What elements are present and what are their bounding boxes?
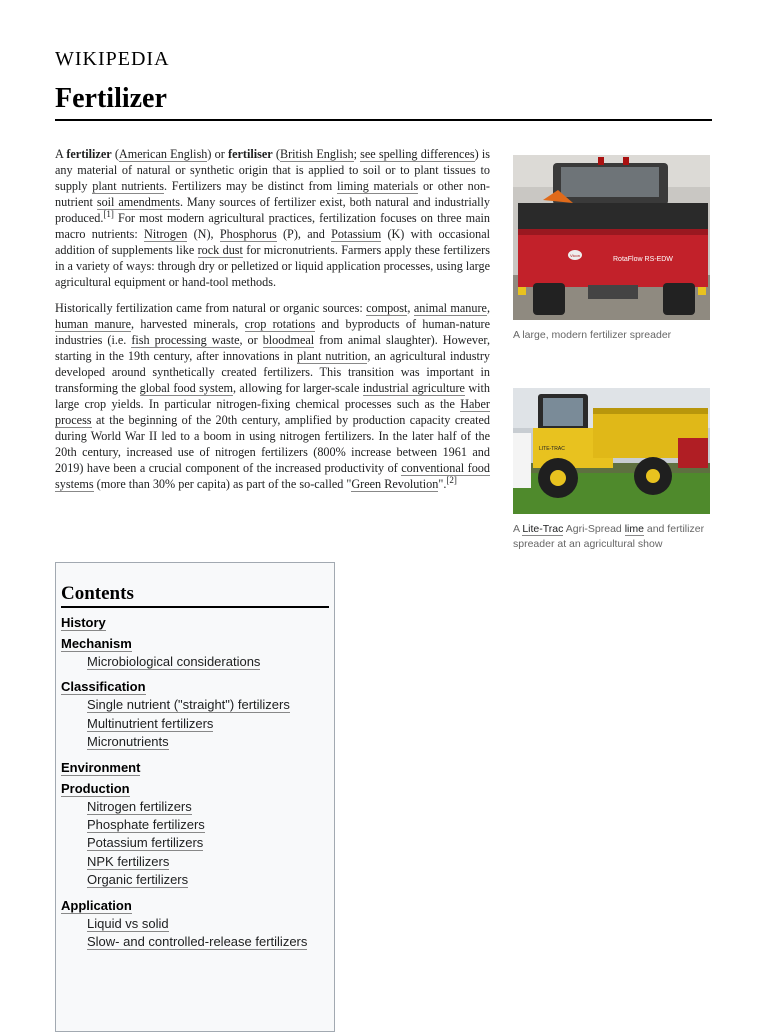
inline-link[interactable]: lime	[624, 523, 644, 535]
spreader-model-text: RotaFlow RS-EDW	[613, 256, 673, 263]
toc-section[interactable]	[61, 614, 329, 632]
inline-link[interactable]: compost	[366, 301, 408, 315]
toc-section[interactable]	[61, 678, 329, 696]
inline-link[interactable]: plant nutrients	[92, 179, 165, 193]
toc-title: Contents	[61, 583, 329, 608]
inline-link[interactable]: Nitrogen	[144, 227, 188, 241]
bold-term: fertilizer	[66, 147, 112, 161]
toc-link-label: Single nutrient ("straight") fertilizers	[87, 697, 290, 713]
figure-caption: A Lite-Trac Agri-Spread lime and fertilizer spreader at an agricultural show	[513, 523, 705, 550]
inline-link[interactable]: Phosphorus	[219, 227, 277, 241]
figure-fertilizer-spreader	[513, 155, 710, 343]
toc-link-label: Micronutrients	[87, 734, 169, 750]
toc-subsection[interactable]	[87, 733, 329, 751]
toc-subsection[interactable]	[87, 871, 329, 889]
toc-list	[61, 614, 329, 951]
toc-subsection[interactable]	[87, 915, 329, 933]
toc-subsection[interactable]	[87, 816, 329, 834]
toc-subsection[interactable]	[87, 715, 329, 733]
toc-link-label: Liquid vs solid	[87, 915, 169, 931]
toc-spacer	[61, 671, 329, 675]
inline-link[interactable]: liming materials	[336, 179, 419, 193]
toc-link-label: History	[61, 615, 106, 630]
lite-trac-image[interactable]	[513, 388, 710, 519]
toc-section[interactable]	[61, 759, 329, 777]
inline-link[interactable]: Green Revolution	[351, 477, 439, 491]
inline-link[interactable]: crop rotations	[244, 317, 316, 331]
title-divider	[55, 119, 712, 121]
lite-trac-brand-text: LITE-TRAC	[539, 446, 565, 452]
toc-section[interactable]	[61, 780, 329, 798]
intro-paragraph-1: A fertilizer (American English) or fertiliser (British English; see spelling differences) is any material of natural or synthetic origin that is applied to soil or to plant tissues to supply plant nutrients. Fertilizers may be distinct from liming materials or other non-nutrient soil amendments. Many sources of fertilizer exist, both natural and industrially produced.[1] For most modern agricultural practices, fertilization focuses on three main macro nutrients: Nitrogen (N), Phosphorus (P), and Potassium (K) with occasional addition of supplements like rock dust for micronutrients. Farmers apply these fertilizers in a variety of ways: through dry or pelletized or liquid application processes, using large agricultural equipment or hand-tool methods.	[55, 147, 490, 289]
figure-caption: A large, modern fertilizer spreader	[513, 329, 672, 341]
toc-subsection[interactable]	[87, 696, 329, 714]
inline-link[interactable]: American English	[118, 147, 208, 161]
inline-link[interactable]: Potassium	[331, 227, 382, 241]
inline-link[interactable]: animal manure	[413, 301, 487, 315]
toc-subsection[interactable]	[87, 933, 329, 951]
toc-subsection[interactable]	[87, 653, 329, 671]
table-of-contents	[55, 562, 335, 1032]
inline-link[interactable]: see spelling differences	[360, 147, 475, 161]
intro-paragraph-2: Historically fertilization came from natural or organic sources: compost, animal manure, human manure, harvested minerals, crop rotations and byproducts of human-nature industries (i.e. fish processing waste, or bloodmeal from animal slaughter). However, starting in the 19th century, after innovations in plant nutrition, an agricultural industry developed around synthetically created fertilizers. This transition was important in transforming the global food system, allowing for larger-scale industrial agriculture with large crop yields. In particular nitrogen-fixing chemical processes such as the Haber process at the beginning of the 20th century, amplified by production capacity created during World War II led to a boom in using nitrogen fertilizers. In the later half of the 20th century, increased use of nitrogen fertilizers (800% increase between 1961 and 2019) have been a crucial component of the increased productivity of conventional food systems (more than 30% per capita) as part of the so-called "Green Revolution".[2]	[55, 301, 491, 491]
toc-subsection[interactable]	[87, 834, 329, 852]
article-body	[55, 146, 490, 502]
wikipedia-wordmark[interactable]: WIKIPEDIA	[55, 48, 170, 70]
toc-link-label: Environment	[61, 759, 141, 775]
inline-link[interactable]: human manure	[55, 317, 132, 331]
toc-spacer	[61, 752, 329, 756]
citation-link[interactable]: [1]	[103, 208, 114, 219]
inline-link[interactable]: rock dust	[197, 243, 243, 257]
toc-link-label: Classification	[61, 679, 146, 695]
page-title: Fertilizer	[55, 83, 167, 114]
inline-link[interactable]: Haber process	[55, 397, 490, 427]
figure-lite-trac-spreader	[513, 388, 710, 552]
inline-link[interactable]: British English	[279, 147, 354, 161]
toc-link-label: Potassium fertilizers	[87, 835, 204, 851]
inline-link[interactable]: fish processing waste	[131, 333, 240, 347]
toc-link-label: NPK fertilizers	[87, 853, 170, 869]
toc-link-label: Microbiological considerations	[87, 654, 261, 669]
toc-link-label: Mechanism	[61, 636, 132, 651]
toc-link-label: Nitrogen fertilizers	[87, 798, 192, 814]
inline-link[interactable]: soil amendments	[96, 195, 180, 209]
spreader-brand-text: Vicon	[570, 253, 580, 258]
fertilizer-spreader-image[interactable]	[513, 155, 710, 325]
toc-spacer	[61, 890, 329, 894]
toc-link-label: Organic fertilizers	[87, 872, 189, 888]
toc-link-label: Application	[61, 897, 132, 913]
toc-link-label: Production	[61, 780, 130, 796]
citation-link[interactable]: [2]	[446, 474, 457, 485]
toc-link-label: Slow- and controlled-release fertilizers	[87, 934, 308, 950]
bold-term: fertiliser	[228, 147, 273, 161]
inline-link[interactable]: bloodmeal	[262, 333, 315, 347]
toc-section[interactable]	[61, 635, 329, 653]
inline-link[interactable]: conventional food systems	[55, 461, 490, 491]
inline-link[interactable]: Lite-Trac	[522, 523, 564, 535]
toc-subsection[interactable]	[87, 853, 329, 871]
toc-section[interactable]	[61, 897, 329, 915]
inline-link[interactable]: global food system	[139, 381, 233, 395]
toc-subsection[interactable]	[87, 798, 329, 816]
inline-link[interactable]: industrial agriculture	[362, 381, 465, 395]
toc-link-label: Multinutrient fertilizers	[87, 715, 214, 731]
inline-link[interactable]: plant nutrition	[297, 349, 368, 363]
toc-link-label: Phosphate fertilizers	[87, 817, 205, 833]
